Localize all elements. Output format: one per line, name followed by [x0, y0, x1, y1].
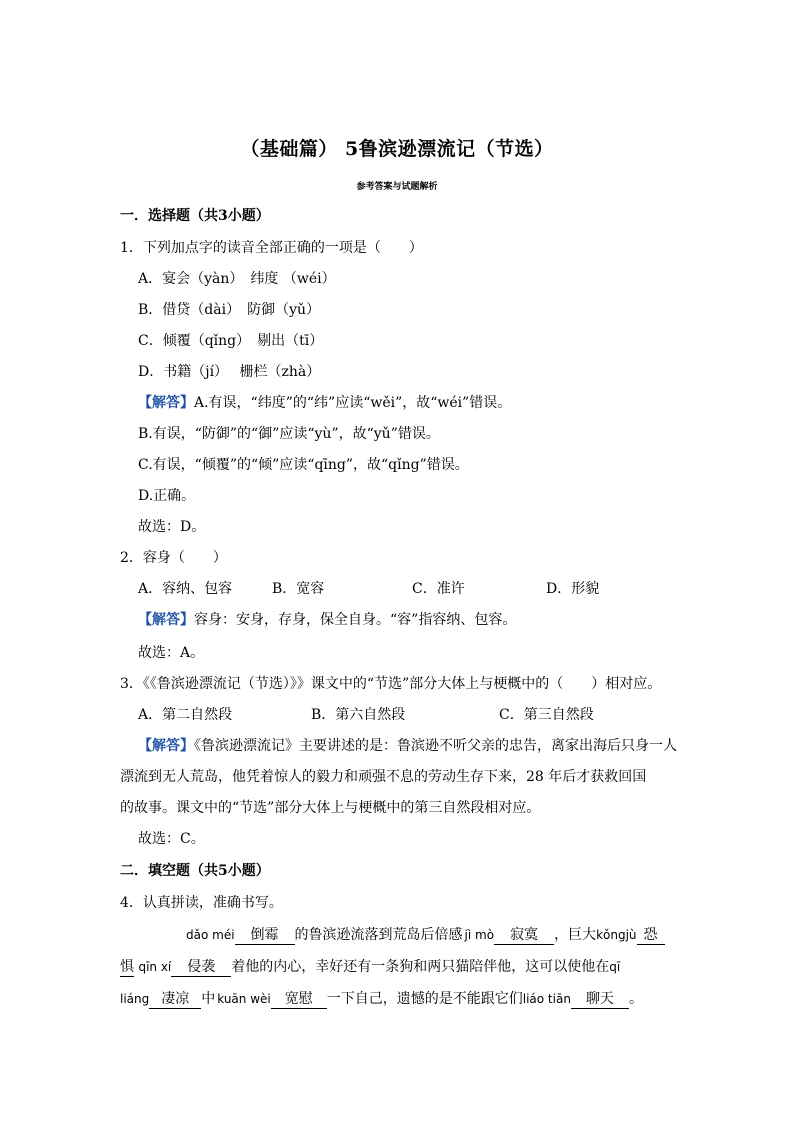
fill-line-3 [120, 989, 643, 1009]
question-1-stem: 1．下列加点字的读音全部正确的一项是（ ） [120, 240, 423, 256]
answer-blank: 倒霉 [235, 926, 295, 945]
pinyin: kǒngjù [596, 928, 637, 942]
question-3-option-c: C．第三自然段 [499, 707, 594, 723]
answer-line: D.正确。 [138, 488, 196, 504]
answer-line: B.有误，“防御”的“御”应读“yù”，故“yǔ”错误。 [138, 426, 440, 442]
answer-line: 《鲁滨逊漂流记》主要讲述的是：鲁滨逊不听父亲的忠告，离家出海后只身一人 [194, 738, 677, 754]
passage-text: 中 [201, 991, 216, 1007]
pinyin: qī [609, 960, 621, 974]
passage-text: 着他的内心，幸好还有一条狗和两只猫陪伴他，这可以使他在 [231, 959, 610, 975]
pinyin: qīn xí [138, 960, 172, 974]
question-2-stem: 2．容身（ ） [120, 550, 227, 566]
question-2-option-c: C．准许 [412, 581, 465, 597]
document-subtitle: 参考答案与试题解析 [356, 182, 438, 192]
answer-line: 漂流到无人荒岛，他凭着惊人的毅力和顽强不息的劳动生存下来，28 年后才获救回国 [120, 769, 647, 785]
answer-blank: 恐 [637, 926, 665, 945]
answer-blank: 惧 [120, 959, 134, 975]
question-1-conclusion: 故选：D。 [138, 519, 206, 535]
section-heading-choice: 一．选择题（共3小题） [120, 208, 270, 224]
passage-text: 一下自己，遗憾的是不能跟它们 [326, 991, 523, 1007]
pinyin: liáo tiān [522, 992, 571, 1006]
question-2-conclusion: 故选：A。 [138, 645, 205, 661]
section-heading-fill: 二．填空题（共5小题） [120, 863, 270, 879]
question-1-answer [138, 393, 511, 413]
fill-line-2 [120, 957, 620, 977]
answer-blank: 凄凉 [149, 990, 201, 1009]
pinyin: dǎo méi [186, 928, 235, 942]
question-3-option-a: A．第二自然段 [138, 707, 233, 723]
question-2-option-a: A．容纳、包容 [138, 581, 233, 597]
answer-tag: 【解答】 [138, 612, 194, 628]
answer-line: C.有误，“倾覆”的“倾”应读“qīng”，故“qǐng”错误。 [138, 457, 469, 473]
question-4-stem: 4．认真拼读，准确书写。 [120, 895, 283, 911]
question-1-option-b: B．借贷（dài） 防御（yǔ） [138, 302, 320, 318]
answer-text: 容身：安身，存身，保全自身。“容”指容纳、包容。 [194, 612, 517, 628]
pinyin: liáng [120, 992, 150, 1006]
question-3-stem: 3．《《鲁滨逊漂流记（节选）》》课文中的“节选”部分大体上与梗概中的（ ）相对应。 [120, 676, 662, 692]
question-3-answer [138, 736, 677, 756]
question-3-options [138, 705, 594, 725]
question-2-option-b: B．宽容 [272, 581, 325, 597]
document-title: （基础篇） 5鲁滨逊漂流记（节选） [240, 138, 554, 160]
passage-text: 的鲁滨逊流落到荒岛后倍感 [294, 927, 463, 943]
question-1-option-a: A．宴会（yàn） 纬度 （wéi） [138, 271, 336, 287]
question-3-option-b: B．第六自然段 [311, 707, 406, 723]
question-1-option-d: D．书籍（jí） 栅栏（zhà） [138, 364, 321, 380]
question-2-option-d: D．形貌 [546, 581, 600, 597]
pinyin: jì mò [464, 928, 495, 942]
answer-line: 的故事。课文中的“节选”部分大体上与梗概中的第三自然段相对应。 [120, 800, 541, 816]
answer-tag: 【解答】 [138, 395, 194, 411]
question-2-answer [138, 610, 516, 630]
question-3-conclusion: 故选：C。 [138, 831, 205, 847]
fill-line-1 [186, 925, 665, 945]
answer-blank: 侵袭 [171, 958, 231, 977]
answer-blank: 聊天 [571, 990, 629, 1009]
answer-blank: 宽慰 [271, 990, 327, 1009]
answer-line: A.有误，“纬度”的“纬”应读“wěi”，故“wéi”错误。 [194, 395, 512, 411]
answer-tag: 【解答】 [138, 738, 194, 754]
answer-blank: 寂寞 [494, 926, 554, 945]
pinyin: kuān wèi [217, 992, 271, 1006]
passage-text: 。 [628, 991, 643, 1007]
question-2-options [138, 579, 599, 599]
passage-text: ，巨大 [554, 927, 597, 943]
question-1-option-c: C．倾覆（qǐng） 剔出（tī） [138, 333, 324, 349]
